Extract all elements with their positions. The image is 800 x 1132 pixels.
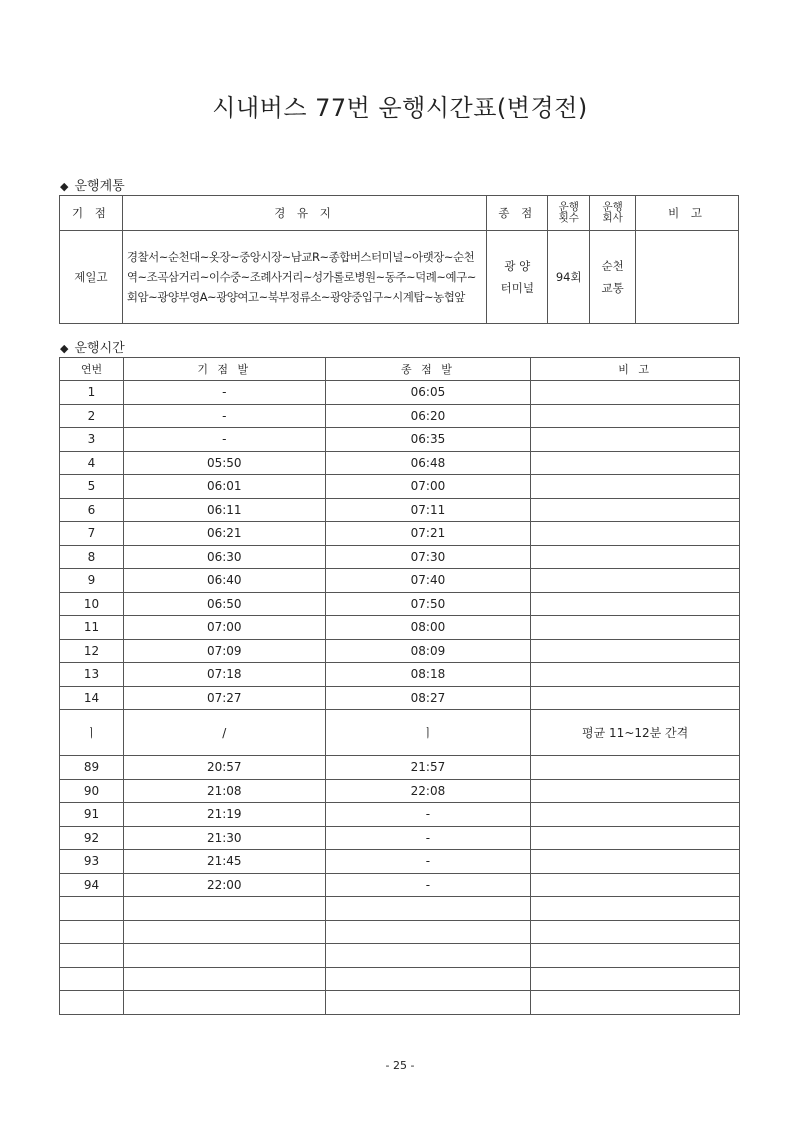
table-row xyxy=(60,850,740,874)
cell-depart-end: - xyxy=(325,803,531,827)
diamond-bullet-icon: ◆ xyxy=(60,342,69,355)
table-row xyxy=(60,451,740,475)
cell-note xyxy=(531,850,740,874)
schedule-header-row xyxy=(60,358,740,381)
cell-note xyxy=(531,428,740,452)
cell-depart-start xyxy=(123,967,325,991)
cell-depart-end xyxy=(325,897,531,921)
header-end: 종 점 xyxy=(487,196,548,231)
route-note xyxy=(636,231,739,324)
cell-depart-start: 20:57 xyxy=(123,756,325,780)
cell-no: 11 xyxy=(60,616,124,640)
cell-no: 5 xyxy=(60,475,124,499)
cell-depart-start: - xyxy=(123,381,325,405)
table-row xyxy=(60,873,740,897)
cell-no: 12 xyxy=(60,639,124,663)
cell-no: 93 xyxy=(60,850,124,874)
cell-note xyxy=(531,686,740,710)
cell-no: 6 xyxy=(60,498,124,522)
header-depart-end: 종 점 발 xyxy=(325,358,531,381)
cell-no xyxy=(60,991,124,1015)
header-note: 비 고 xyxy=(531,358,740,381)
cell-note xyxy=(531,663,740,687)
diamond-bullet-icon: ◆ xyxy=(60,180,69,193)
cell-no xyxy=(60,920,124,944)
cell-no: 8 xyxy=(60,545,124,569)
table-row xyxy=(60,639,740,663)
cell-note xyxy=(531,779,740,803)
cell-depart-end: 06:05 xyxy=(325,381,531,405)
cell-note xyxy=(531,873,740,897)
cell-no xyxy=(60,944,124,968)
cell-depart-end: 08:00 xyxy=(325,616,531,640)
cell-no: 2 xyxy=(60,404,124,428)
page-number: - 25 - xyxy=(385,1059,415,1072)
table-row xyxy=(60,826,740,850)
header-no: 연번 xyxy=(60,358,124,381)
table-row xyxy=(60,545,740,569)
cell-depart-end: 21:57 xyxy=(325,756,531,780)
cell-no: 10 xyxy=(60,592,124,616)
header-via: 경 유 지 xyxy=(122,196,486,231)
cell-depart-start: - xyxy=(123,428,325,452)
cell-no: 3 xyxy=(60,428,124,452)
cell-no: 13 xyxy=(60,663,124,687)
cell-depart-start: 06:01 xyxy=(123,475,325,499)
cell-note xyxy=(531,967,740,991)
cell-note xyxy=(531,991,740,1015)
cell-depart-start: 06:21 xyxy=(123,522,325,546)
route-header-row xyxy=(60,196,739,231)
cell-note xyxy=(531,381,740,405)
cell-depart-end: 07:30 xyxy=(325,545,531,569)
cell-note xyxy=(531,569,740,593)
route-company: 순천 교통 xyxy=(590,231,636,324)
cell-depart-start: 07:00 xyxy=(123,616,325,640)
table-row xyxy=(60,897,740,921)
route-row xyxy=(60,231,739,324)
table-row xyxy=(60,944,740,968)
cell-depart-end: 08:18 xyxy=(325,663,531,687)
cell-depart-end: - xyxy=(325,826,531,850)
cell-note xyxy=(531,498,740,522)
cell-depart-start: 06:30 xyxy=(123,545,325,569)
table-row xyxy=(60,616,740,640)
cell-depart-start: - xyxy=(123,404,325,428)
header-company: 운행 회사 xyxy=(590,196,636,231)
cell-depart-end xyxy=(325,967,531,991)
route-trips: 94회 xyxy=(548,231,590,324)
cell-depart-end: ㅣ xyxy=(325,710,531,756)
table-row xyxy=(60,569,740,593)
cell-depart-start: 21:08 xyxy=(123,779,325,803)
route-table xyxy=(59,195,739,324)
cell-no: 89 xyxy=(60,756,124,780)
cell-depart-start: 05:50 xyxy=(123,451,325,475)
cell-note xyxy=(531,920,740,944)
cell-note: 평균 11~12분 간격 xyxy=(531,710,740,756)
cell-depart-end: 07:50 xyxy=(325,592,531,616)
cell-depart-start: 06:50 xyxy=(123,592,325,616)
cell-depart-end: 07:21 xyxy=(325,522,531,546)
schedule-section-label: ◆ 운행시간 xyxy=(60,341,125,356)
cell-depart-start: 21:30 xyxy=(123,826,325,850)
cell-note xyxy=(531,451,740,475)
cell-note xyxy=(531,756,740,780)
cell-note xyxy=(531,404,740,428)
table-row xyxy=(60,381,740,405)
cell-depart-end: - xyxy=(325,873,531,897)
header-depart-start: 기 점 발 xyxy=(123,358,325,381)
cell-no: 94 xyxy=(60,873,124,897)
table-row xyxy=(60,779,740,803)
cell-no xyxy=(60,897,124,921)
cell-note xyxy=(531,592,740,616)
header-note: 비 고 xyxy=(636,196,739,231)
route-via: 경찰서~순천대~옷장~중앙시장~남교R~종합버스터미널~아랫장~순천역~조곡삼거리~이수중~조례사거리~성가롤로병원~동주~덕례~예구~회암~광양부영A~광양여고~북부정류소~광양중입구~시계탑~농협앞 xyxy=(122,231,486,324)
cell-depart-start: / xyxy=(123,710,325,756)
cell-depart-end: 08:27 xyxy=(325,686,531,710)
cell-depart-start: 21:45 xyxy=(123,850,325,874)
cell-depart-end: 06:48 xyxy=(325,451,531,475)
cell-depart-start xyxy=(123,944,325,968)
cell-depart-end: 07:40 xyxy=(325,569,531,593)
cell-depart-start: 07:27 xyxy=(123,686,325,710)
cell-no: 7 xyxy=(60,522,124,546)
route-section-label: ◆ 운행계통 xyxy=(60,179,125,194)
table-row xyxy=(60,967,740,991)
page-title: 시내버스 77번 운행시간표(변경전) xyxy=(212,94,588,122)
cell-note xyxy=(531,475,740,499)
cell-depart-start: 07:09 xyxy=(123,639,325,663)
cell-no: 14 xyxy=(60,686,124,710)
cell-no: 91 xyxy=(60,803,124,827)
table-row xyxy=(60,756,740,780)
cell-depart-start: 22:00 xyxy=(123,873,325,897)
cell-no: 4 xyxy=(60,451,124,475)
cell-note xyxy=(531,944,740,968)
cell-depart-start: 06:40 xyxy=(123,569,325,593)
cell-depart-end: 07:00 xyxy=(325,475,531,499)
table-row xyxy=(60,803,740,827)
cell-no: 90 xyxy=(60,779,124,803)
cell-depart-end xyxy=(325,920,531,944)
header-trips: 운행 횟수 xyxy=(548,196,590,231)
table-row xyxy=(60,991,740,1015)
cell-depart-end: - xyxy=(325,850,531,874)
cell-note xyxy=(531,545,740,569)
table-row xyxy=(60,498,740,522)
cell-depart-end: 08:09 xyxy=(325,639,531,663)
cell-note xyxy=(531,826,740,850)
table-row xyxy=(60,522,740,546)
table-row xyxy=(60,475,740,499)
cell-no: 9 xyxy=(60,569,124,593)
cell-no xyxy=(60,967,124,991)
cell-depart-start xyxy=(123,920,325,944)
cell-depart-end: 06:20 xyxy=(325,404,531,428)
cell-depart-end xyxy=(325,944,531,968)
cell-no: 92 xyxy=(60,826,124,850)
cell-note xyxy=(531,639,740,663)
cell-depart-start: 21:19 xyxy=(123,803,325,827)
cell-depart-start: 06:11 xyxy=(123,498,325,522)
cell-depart-start xyxy=(123,991,325,1015)
cell-depart-end: 22:08 xyxy=(325,779,531,803)
table-row xyxy=(60,710,740,756)
cell-depart-start xyxy=(123,897,325,921)
cell-note xyxy=(531,897,740,921)
cell-note xyxy=(531,803,740,827)
cell-no: 1 xyxy=(60,381,124,405)
cell-depart-start: 07:18 xyxy=(123,663,325,687)
table-row xyxy=(60,686,740,710)
route-start: 제일고 xyxy=(60,231,123,324)
table-row xyxy=(60,920,740,944)
table-row xyxy=(60,663,740,687)
schedule-table xyxy=(59,357,740,1015)
header-start: 기 점 xyxy=(60,196,123,231)
cell-depart-end: 06:35 xyxy=(325,428,531,452)
table-row xyxy=(60,428,740,452)
cell-note xyxy=(531,616,740,640)
cell-no: ㅣ xyxy=(60,710,124,756)
table-row xyxy=(60,404,740,428)
route-end: 광 양 터미널 xyxy=(487,231,548,324)
cell-depart-end xyxy=(325,991,531,1015)
cell-note xyxy=(531,522,740,546)
cell-depart-end: 07:11 xyxy=(325,498,531,522)
table-row xyxy=(60,592,740,616)
